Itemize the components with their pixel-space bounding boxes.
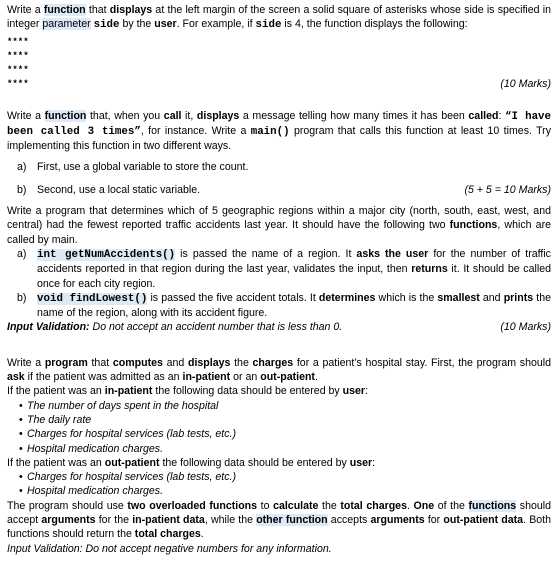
- marks: (5 + 5 = 10 Marks): [464, 183, 551, 196]
- q2-text: [7, 109, 551, 154]
- text: and: [479, 291, 504, 304]
- validation-label: Input Validation:: [7, 321, 90, 334]
- text: .: [406, 499, 414, 512]
- list-item: • The number of days spent in the hospital: [19, 399, 551, 413]
- text: for the number of traffic accidents reported in that region during the last year, validates the input, then: [37, 247, 551, 276]
- sub-text: First, use a global variable to store the count.: [37, 161, 249, 174]
- keyword: asks the user: [356, 247, 429, 260]
- text: that: [85, 4, 110, 16]
- keyword: function: [44, 109, 87, 122]
- q3-validation-row: [7, 320, 551, 334]
- text: if the patient was admitted as an: [24, 371, 183, 384]
- text: it. It should be called once for each city region.: [37, 263, 551, 290]
- code: main(): [250, 125, 290, 138]
- keyword: parameter: [42, 18, 91, 31]
- text: If the patient was an: [7, 456, 105, 469]
- keyword: displays: [188, 356, 231, 369]
- keyword: displays: [196, 109, 240, 122]
- text: is passed the name of a region. It: [175, 247, 357, 260]
- text: Write a: [7, 4, 44, 16]
- keyword: in-patient: [104, 385, 153, 398]
- text: is passed the five accident totals. It: [147, 291, 319, 304]
- keyword: out-patient data: [443, 514, 524, 527]
- q3-text: [7, 204, 551, 247]
- text: .: [200, 528, 204, 541]
- q4-validation: Input Validation: Do not accept negative numbers for any information.: [7, 542, 332, 555]
- text: accepts: [327, 514, 371, 527]
- q4-outpatient-intro: [7, 456, 551, 470]
- asterisk-row-with-marks: [7, 78, 551, 90]
- list-item: • The daily rate: [19, 413, 551, 427]
- text: the following data should be entered by: [152, 385, 343, 398]
- asterisk-row: ****: [7, 36, 29, 47]
- text: a message telling how many times it has been: [239, 109, 469, 122]
- keyword: user: [154, 18, 177, 31]
- code: “I have been called 3 times”: [7, 110, 552, 138]
- question-1: [7, 3, 551, 90]
- text: If the patient was an: [7, 385, 105, 398]
- validation-text: Do not accept an accident number that is less than 0.: [89, 321, 343, 334]
- q3-validation: [7, 320, 342, 334]
- keyword: determines: [318, 291, 376, 304]
- text: Write a: [7, 356, 45, 369]
- text: , for instance. Write a: [140, 124, 251, 137]
- document: [7, 3, 551, 556]
- code: side: [255, 19, 282, 32]
- keyword: One: [413, 499, 435, 512]
- q4-inpatient-intro: [7, 384, 551, 398]
- keyword: arguments: [370, 514, 425, 527]
- text: of the: [434, 499, 469, 512]
- sub-label: b): [17, 183, 27, 196]
- text: .: [314, 371, 318, 384]
- list-item: • Charges for hospital services (lab tests, etc.): [19, 427, 551, 441]
- sub-label: a): [17, 247, 27, 260]
- text: by the: [119, 18, 155, 31]
- keyword: other function: [256, 514, 328, 527]
- text: program that calls this function at least 10 times. Try implementing this function in two different ways.: [7, 124, 551, 153]
- outpatient-list: [7, 470, 551, 499]
- keyword: program: [44, 356, 88, 369]
- keyword: out-patient: [104, 456, 160, 469]
- q4-functions-text: [7, 499, 551, 542]
- text: . Both functions should return the: [7, 514, 551, 541]
- sub-label: a): [17, 161, 27, 174]
- keyword: call: [163, 109, 182, 122]
- text: . For example, if: [176, 18, 256, 31]
- keyword: in-patient: [182, 371, 231, 384]
- keyword: arguments: [41, 514, 96, 527]
- q3-sub-a: [7, 247, 551, 291]
- keyword: smallest: [437, 291, 480, 304]
- keyword: total charges: [134, 528, 201, 541]
- keyword: functions: [468, 499, 517, 512]
- text: or an: [230, 371, 261, 384]
- text: for: [424, 514, 444, 527]
- marks: (10 Marks): [500, 77, 551, 90]
- text: Write a program that determines which of 5 geographic regions within a major city (north, south, east, west, and central) had the fewest reported traffic accidents last year. It should have the following two: [7, 205, 551, 232]
- text: , while the: [204, 514, 257, 527]
- sub-text: Second, use a local static variable.: [37, 183, 201, 196]
- keyword: ask: [7, 371, 25, 384]
- code: int getNumAccidents(): [37, 248, 176, 261]
- keyword: in-patient data: [132, 514, 205, 527]
- text: is 4, the function displays the following:: [281, 18, 468, 31]
- asterisk-row: ****: [7, 50, 29, 61]
- keyword: called: [468, 109, 499, 122]
- q3-sub-b: [7, 291, 551, 321]
- sub-text: [37, 247, 551, 291]
- list-item: • Hospital medication charges.: [19, 484, 551, 498]
- keyword: function: [43, 4, 86, 16]
- keyword: charges: [252, 356, 294, 369]
- keyword: two overloaded functions: [127, 499, 258, 512]
- text: and: [162, 356, 188, 369]
- text: the name of the region, along with its accident figure.: [37, 291, 551, 320]
- text: :: [498, 109, 505, 122]
- text: that, when you: [86, 109, 164, 122]
- marks: (10 Marks): [500, 321, 551, 334]
- text: to: [257, 499, 274, 512]
- keyword: user: [349, 456, 373, 469]
- keyword: total charges: [340, 499, 407, 512]
- keyword: computes: [112, 356, 163, 369]
- asterisk-square: [7, 36, 551, 90]
- asterisk-row: ****: [7, 64, 29, 75]
- text: for the: [95, 514, 133, 527]
- keyword: displays: [109, 4, 153, 16]
- keyword: user: [342, 385, 366, 398]
- keyword: functions: [449, 219, 498, 232]
- asterisk-row: ****: [7, 78, 29, 89]
- text: The program should use: [7, 499, 128, 512]
- sub-text: [37, 291, 551, 321]
- question-3: [7, 204, 551, 335]
- code: side: [93, 19, 120, 32]
- text: for a patient’s hospital stay. First, the program should: [293, 356, 551, 369]
- text: at the left margin of the screen a solid square of asterisks whose side is specified in integer: [7, 4, 551, 31]
- sub-label: b): [17, 291, 27, 304]
- text: the: [230, 356, 253, 369]
- text: :: [365, 385, 369, 398]
- keyword: returns: [411, 263, 448, 276]
- text: Write a: [7, 109, 45, 122]
- keyword: out-patient: [260, 371, 315, 384]
- text: should accept: [7, 499, 551, 527]
- text: , which are called by main.: [7, 219, 551, 246]
- text: that: [87, 356, 113, 369]
- list-item: • Charges for hospital services (lab tests, etc.): [19, 470, 551, 484]
- q2-sub-a: [7, 160, 551, 174]
- question-4: [7, 356, 551, 556]
- q1-text: [7, 3, 551, 33]
- keyword: prints: [503, 291, 534, 304]
- inpatient-list: [7, 399, 551, 456]
- text: it,: [181, 109, 197, 122]
- q2-sub-b: [7, 183, 551, 197]
- text: the following data should be entered by: [159, 456, 350, 469]
- text: the: [318, 499, 341, 512]
- question-2: [7, 109, 551, 197]
- code: void findLowest(): [37, 292, 148, 305]
- list-item: • Hospital medication charges.: [19, 442, 551, 456]
- text: which is the: [375, 291, 438, 304]
- q4-text: [7, 356, 551, 385]
- text: :: [372, 456, 376, 469]
- keyword: calculate: [273, 499, 319, 512]
